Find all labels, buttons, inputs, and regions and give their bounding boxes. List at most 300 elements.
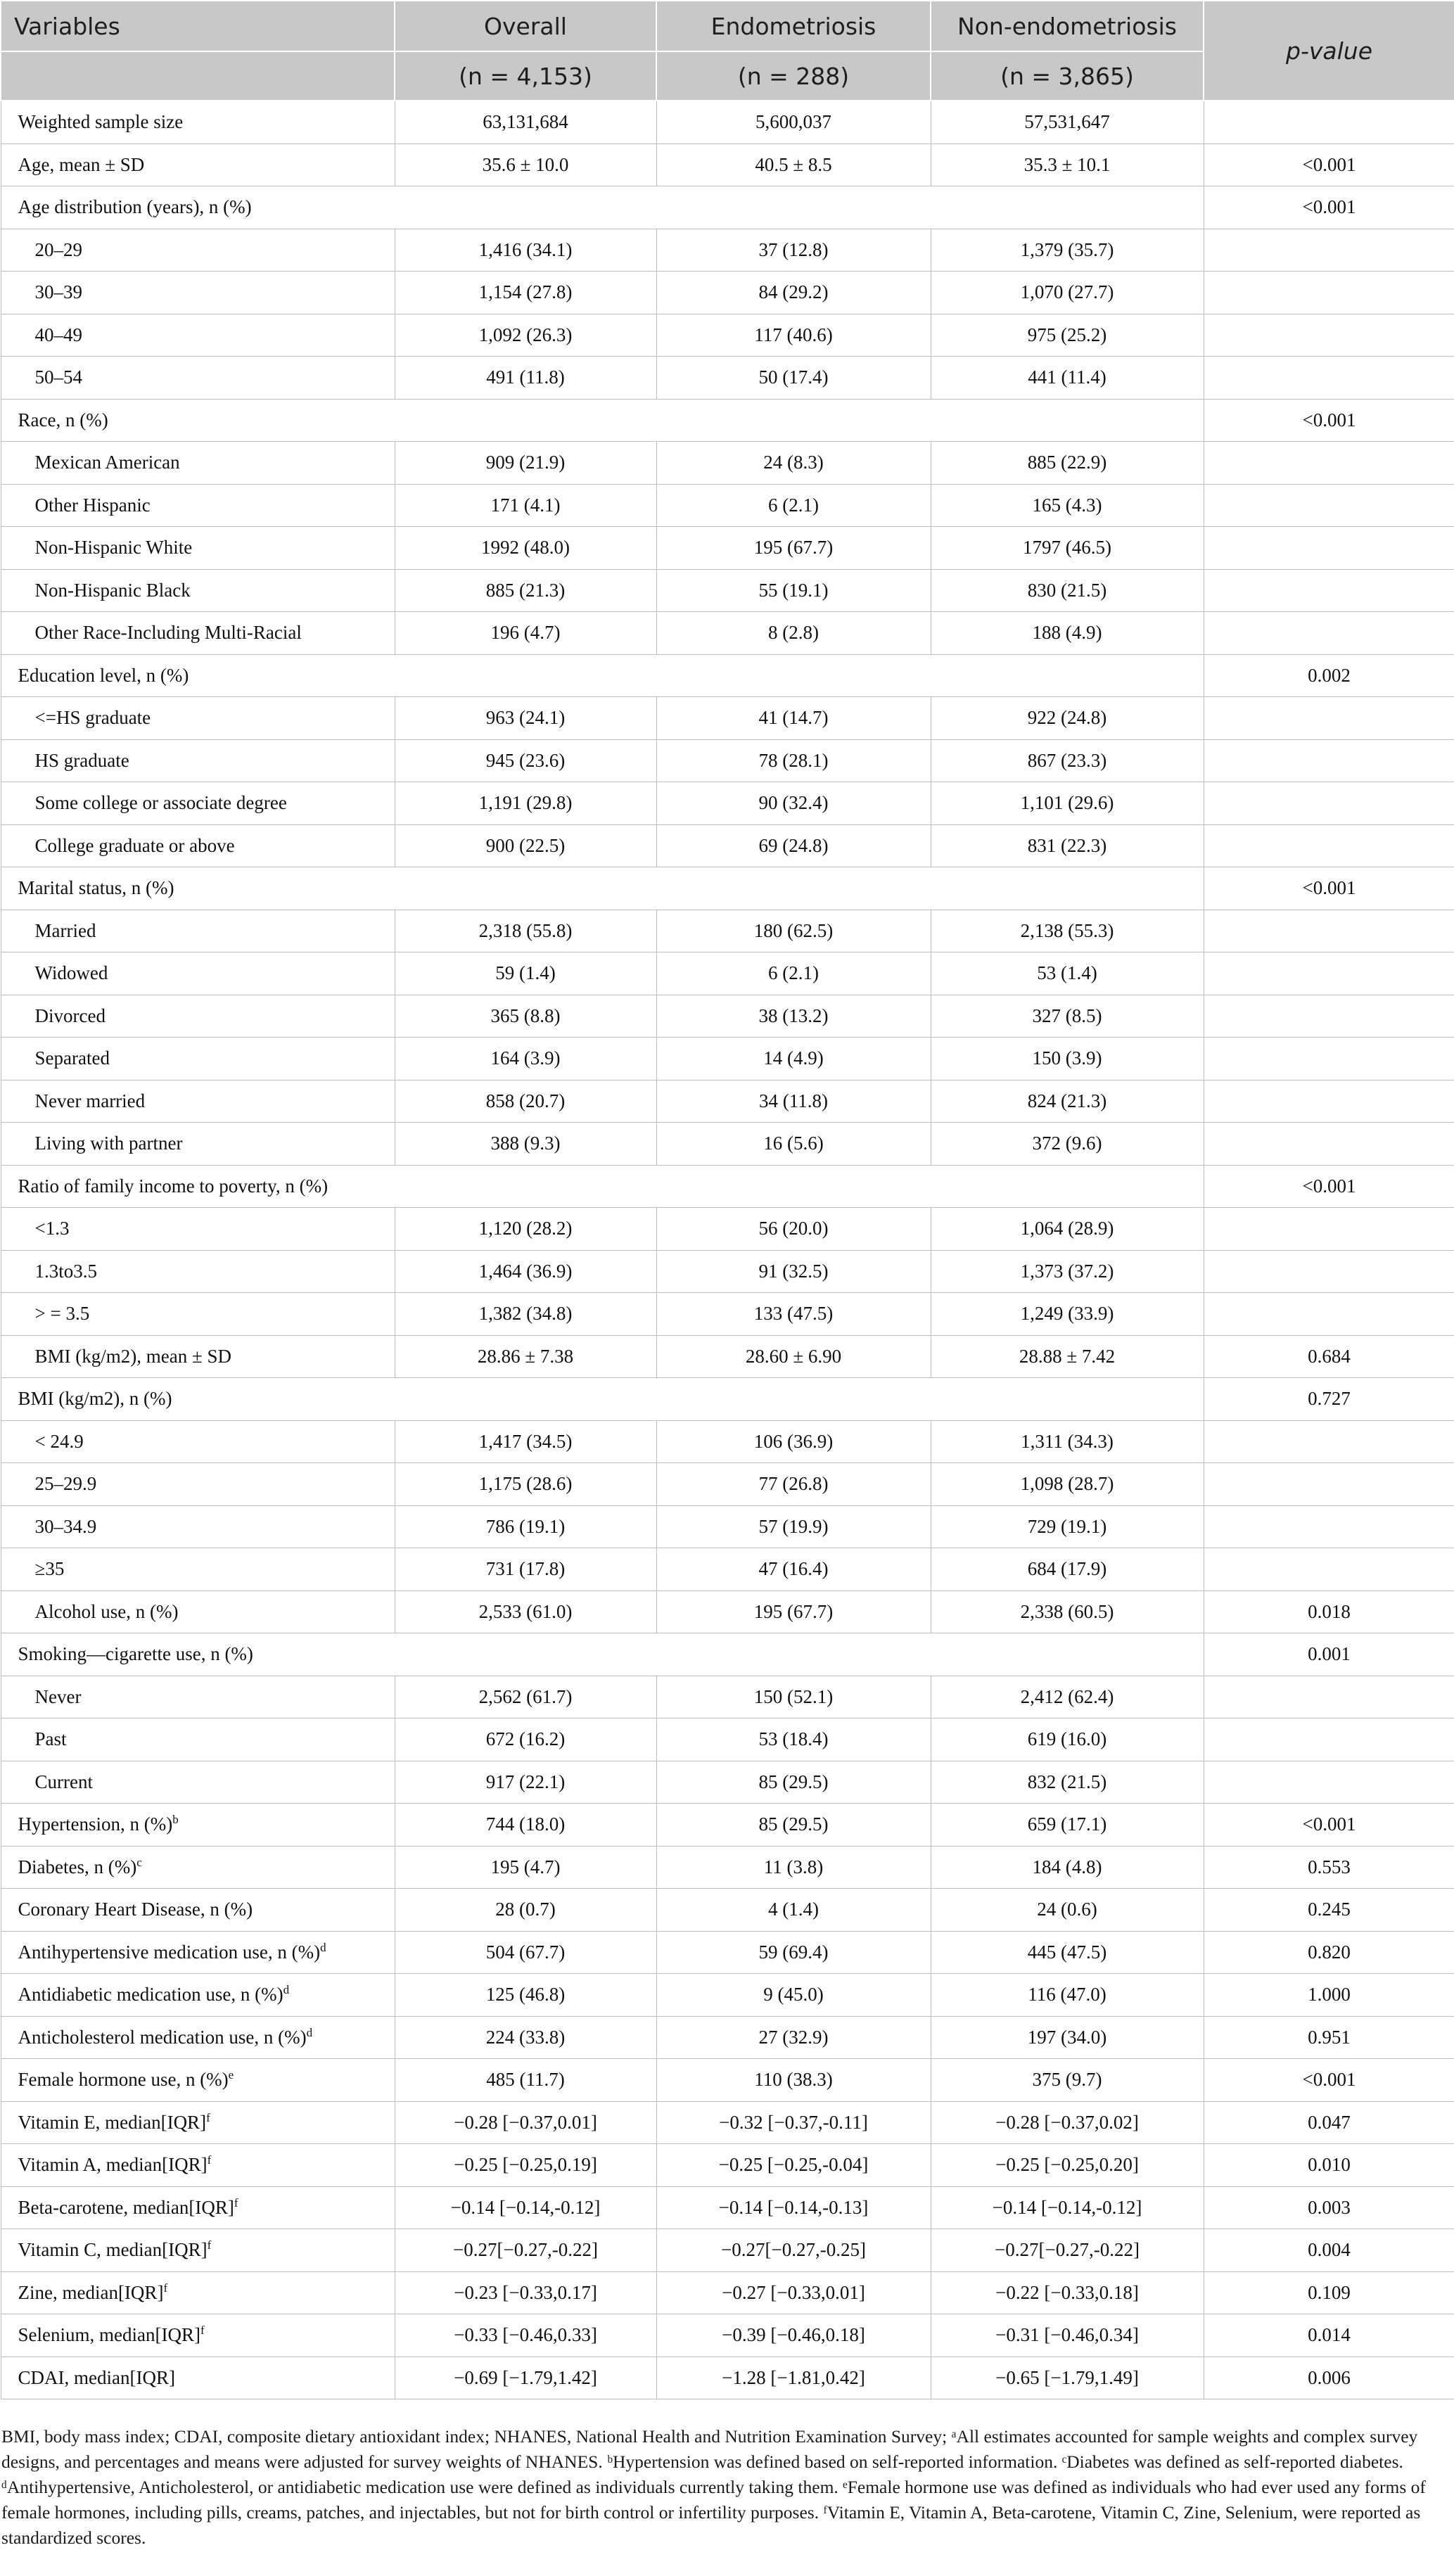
- p-value-cell: [1204, 995, 1454, 1038]
- non-endometriosis-cell: 830 (21.5): [931, 569, 1204, 612]
- overall-cell: 485 (11.7): [395, 2059, 656, 2102]
- variable-cell: [1, 2314, 395, 2357]
- variable-cell: [1, 952, 395, 995]
- overall-cell: 1,464 (36.9): [395, 1250, 656, 1293]
- non-endometriosis-cell: −0.25 [−0.25,0.20]: [931, 2144, 1204, 2187]
- variable-cell: [1, 101, 395, 144]
- endometriosis-cell: 180 (62.5): [656, 910, 931, 952]
- variable-cell: [1, 2144, 395, 2187]
- variable-cell: [1, 442, 395, 485]
- endometriosis-cell: 6 (2.1): [656, 952, 931, 995]
- variable-label: 30–39: [34, 281, 82, 303]
- endometriosis-cell: 28.60 ± 6.90: [656, 1335, 931, 1378]
- variable-cell: [1, 1420, 395, 1463]
- endometriosis-cell: −0.14 [−0.14,-0.13]: [656, 2186, 931, 2229]
- variable-label: 20–29: [34, 238, 82, 260]
- p-value-cell: [1204, 1548, 1454, 1591]
- variable-cell: [1, 1208, 395, 1251]
- variable-label: Separated: [34, 1047, 110, 1069]
- table-row: [1, 101, 1454, 144]
- variable-label: Past: [34, 1728, 67, 1750]
- variable-cell: [1, 1548, 395, 1591]
- table-row: [1, 1208, 1454, 1251]
- endometriosis-cell: 117 (40.6): [656, 314, 931, 357]
- overall-cell: 2,562 (61.7): [395, 1676, 656, 1719]
- endometriosis-cell: 50 (17.4): [656, 357, 931, 400]
- table-row: [1, 739, 1454, 782]
- p-value-cell: [1204, 1463, 1454, 1506]
- variable-label: Other Race-Including Multi-Racial: [34, 622, 302, 644]
- non-endometriosis-cell: 729 (19.1): [931, 1505, 1204, 1548]
- group-label-cell: Race, n (%): [1, 399, 1204, 442]
- header-non-endometriosis: Non-endometriosis: [931, 1, 1204, 51]
- p-value-cell: [1204, 1420, 1454, 1463]
- non-endometriosis-cell: 922 (24.8): [931, 697, 1204, 740]
- variable-cell: [1, 2229, 395, 2272]
- endometriosis-cell: 34 (11.8): [656, 1080, 931, 1123]
- non-endometriosis-cell: 2,138 (55.3): [931, 910, 1204, 952]
- table-row: [1, 2229, 1454, 2272]
- non-endometriosis-cell: 1,064 (28.9): [931, 1208, 1204, 1251]
- table-row: [1, 2357, 1454, 2399]
- non-endometriosis-cell: 619 (16.0): [931, 1719, 1204, 1761]
- table-row: [1, 1931, 1454, 1974]
- variable-cell: [1, 144, 395, 186]
- table-row: [1, 697, 1454, 740]
- overall-cell: 945 (23.6): [395, 739, 656, 782]
- variable-label: BMI (kg/m2), mean ± SD: [34, 1345, 232, 1367]
- p-value-cell: [1204, 739, 1454, 782]
- p-value-cell: 0.951: [1204, 2016, 1454, 2059]
- variable-label: 25–29.9: [34, 1473, 97, 1495]
- p-value-cell: 0.109: [1204, 2271, 1454, 2314]
- variable-cell: [1, 1804, 395, 1847]
- variable-label: Widowed: [34, 962, 108, 984]
- overall-cell: 28.86 ± 7.38: [395, 1335, 656, 1378]
- non-endometriosis-cell: 53 (1.4): [931, 952, 1204, 995]
- endometriosis-cell: 5,600,037: [656, 101, 931, 144]
- overall-cell: 1,191 (29.8): [395, 782, 656, 825]
- non-endometriosis-cell: 975 (25.2): [931, 314, 1204, 357]
- table-row: [1, 2144, 1454, 2187]
- overall-cell: 1,120 (28.2): [395, 1208, 656, 1251]
- variable-cell: [1, 612, 395, 655]
- non-endometriosis-cell: 150 (3.9): [931, 1038, 1204, 1080]
- endometriosis-cell: 37 (12.8): [656, 229, 931, 272]
- p-value-cell: 0.245: [1204, 1889, 1454, 1932]
- p-value-cell: [1204, 569, 1454, 612]
- endometriosis-cell: 24 (8.3): [656, 442, 931, 485]
- footnote-marker: f: [163, 2281, 168, 2295]
- table-row: [1, 1804, 1454, 1847]
- variable-label: <=HS graduate: [34, 707, 151, 729]
- variable-label: Diabetes, n (%): [18, 1856, 137, 1877]
- variable-label: Divorced: [34, 1005, 106, 1026]
- p-value-cell: 0.684: [1204, 1335, 1454, 1378]
- table-group-row: [1, 1633, 1454, 1676]
- table-row: [1, 1038, 1454, 1080]
- table-group-row: [1, 1165, 1454, 1208]
- variable-cell: [1, 739, 395, 782]
- variable-label: Zine, median[IQR]: [18, 2281, 164, 2303]
- table-row: [1, 824, 1454, 867]
- p-value-cell: 0.014: [1204, 2314, 1454, 2357]
- non-endometriosis-cell: 372 (9.6): [931, 1123, 1204, 1166]
- header-p-value: [1204, 1, 1454, 101]
- variable-label: 30–34.9: [34, 1515, 97, 1537]
- overall-cell: 1,417 (34.5): [395, 1420, 656, 1463]
- table-row: [1, 1846, 1454, 1889]
- table-row: [1, 569, 1454, 612]
- non-endometriosis-cell: 116 (47.0): [931, 1974, 1204, 2017]
- overall-cell: 1,382 (34.8): [395, 1293, 656, 1336]
- variable-cell: [1, 1335, 395, 1378]
- p-value-cell: [1204, 484, 1454, 527]
- p-value-cell: [1204, 442, 1454, 485]
- p-value-cell: 0.004: [1204, 2229, 1454, 2272]
- header-variables: Variables: [1, 1, 395, 51]
- variable-label: 1.3to3.5: [34, 1260, 98, 1282]
- overall-cell: −0.27[−0.27,-0.22]: [395, 2229, 656, 2272]
- p-value-cell: [1204, 1250, 1454, 1293]
- p-value-cell: [1204, 910, 1454, 952]
- overall-cell: 672 (16.2): [395, 1719, 656, 1761]
- overall-cell: −0.28 [−0.37,0.01]: [395, 2101, 656, 2144]
- group-label-cell: Marital status, n (%): [1, 867, 1204, 910]
- p-value-cell: [1204, 272, 1454, 314]
- p-value-cell: 0.553: [1204, 1846, 1454, 1889]
- non-endometriosis-cell: 445 (47.5): [931, 1931, 1204, 1974]
- non-endometriosis-cell: 165 (4.3): [931, 484, 1204, 527]
- endometriosis-cell: 59 (69.4): [656, 1931, 931, 1974]
- endometriosis-cell: 85 (29.5): [656, 1804, 931, 1847]
- variable-cell: [1, 1676, 395, 1719]
- header-blank: [1, 51, 395, 101]
- non-endometriosis-cell: 197 (34.0): [931, 2016, 1204, 2059]
- variable-cell: [1, 782, 395, 825]
- variable-cell: [1, 527, 395, 570]
- non-endometriosis-cell: 1,101 (29.6): [931, 782, 1204, 825]
- variable-cell: [1, 1250, 395, 1293]
- p-value-cell: [1204, 1208, 1454, 1251]
- non-endometriosis-cell: −0.27[−0.27,-0.22]: [931, 2229, 1204, 2272]
- non-endometriosis-cell: 885 (22.9): [931, 442, 1204, 485]
- non-endometriosis-cell: 24 (0.6): [931, 1889, 1204, 1932]
- variable-label: Vitamin A, median[IQR]: [18, 2154, 208, 2176]
- table-row: [1, 782, 1454, 825]
- footnote-marker: f: [206, 2110, 210, 2124]
- variable-label: Non-Hispanic White: [34, 537, 193, 559]
- header-n-non-endometriosis: (n = 3,865): [931, 51, 1204, 101]
- non-endometriosis-cell: 57,531,647: [931, 101, 1204, 144]
- table-row: [1, 1761, 1454, 1804]
- overall-cell: 125 (46.8): [395, 1974, 656, 2017]
- variable-label: Age, mean ± SD: [18, 153, 145, 175]
- overall-cell: 195 (4.7): [395, 1846, 656, 1889]
- variable-label: Female hormone use, n (%): [18, 2069, 229, 2091]
- p-value-cell: [1204, 1676, 1454, 1719]
- non-endometriosis-cell: 659 (17.1): [931, 1804, 1204, 1847]
- p-value-cell: <0.001: [1204, 186, 1454, 229]
- table-row: [1, 144, 1454, 186]
- p-value-cell: <0.001: [1204, 867, 1454, 910]
- variable-cell: [1, 697, 395, 740]
- endometriosis-cell: −0.27[−0.27,-0.25]: [656, 2229, 931, 2272]
- overall-cell: −0.23 [−0.33,0.17]: [395, 2271, 656, 2314]
- overall-cell: 1992 (48.0): [395, 527, 656, 570]
- header-n-overall: (n = 4,153): [395, 51, 656, 101]
- p-value-cell: 0.727: [1204, 1378, 1454, 1421]
- non-endometriosis-cell: −0.28 [−0.37,0.02]: [931, 2101, 1204, 2144]
- p-value-cell: 0.002: [1204, 654, 1454, 697]
- variable-cell: [1, 229, 395, 272]
- table-row: [1, 1250, 1454, 1293]
- non-endometriosis-cell: 375 (9.7): [931, 2059, 1204, 2102]
- p-value-cell: 0.820: [1204, 1931, 1454, 1974]
- variable-cell: [1, 2016, 395, 2059]
- variable-label: 40–49: [34, 324, 82, 345]
- footnote-marker: f: [207, 2238, 212, 2252]
- footnote-marker: e: [228, 2068, 234, 2082]
- variable-cell: [1, 314, 395, 357]
- variable-cell: [1, 2186, 395, 2229]
- overall-cell: 909 (21.9): [395, 442, 656, 485]
- variable-cell: [1, 1974, 395, 2017]
- group-label-cell: Age distribution (years), n (%): [1, 186, 1204, 229]
- overall-cell: 1,154 (27.8): [395, 272, 656, 314]
- p-value-cell: [1204, 952, 1454, 995]
- table-row: [1, 527, 1454, 570]
- endometriosis-cell: 106 (36.9): [656, 1420, 931, 1463]
- variable-cell: [1, 1846, 395, 1889]
- variable-label: Weighted sample size: [18, 111, 184, 133]
- overall-cell: 388 (9.3): [395, 1123, 656, 1166]
- endometriosis-cell: 56 (20.0): [656, 1208, 931, 1251]
- overall-cell: 731 (17.8): [395, 1548, 656, 1591]
- table-row: [1, 314, 1454, 357]
- overall-cell: 171 (4.1): [395, 484, 656, 527]
- variable-cell: [1, 272, 395, 314]
- endometriosis-cell: 6 (2.1): [656, 484, 931, 527]
- table-row: [1, 952, 1454, 995]
- group-label-cell: Education level, n (%): [1, 654, 1204, 697]
- variable-cell: [1, 2357, 395, 2399]
- endometriosis-cell: 133 (47.5): [656, 1293, 931, 1336]
- header-n-endometriosis: (n = 288): [656, 51, 931, 101]
- variable-label: Non-Hispanic Black: [34, 579, 191, 601]
- variable-label: Mexican American: [34, 452, 180, 473]
- header-p-value-text: p-value: [1286, 37, 1372, 65]
- non-endometriosis-cell: 2,412 (62.4): [931, 1676, 1204, 1719]
- non-endometriosis-cell: 1,373 (37.2): [931, 1250, 1204, 1293]
- footnote-marker: d: [283, 1983, 290, 1997]
- p-value-cell: [1204, 1080, 1454, 1123]
- p-value-cell: [1204, 527, 1454, 570]
- footnote-marker: f: [234, 2195, 238, 2210]
- overall-cell: 196 (4.7): [395, 612, 656, 655]
- p-value-cell: 0.006: [1204, 2357, 1454, 2399]
- p-value-cell: [1204, 824, 1454, 867]
- p-value-cell: [1204, 314, 1454, 357]
- endometriosis-cell: 84 (29.2): [656, 272, 931, 314]
- endometriosis-cell: 38 (13.2): [656, 995, 931, 1038]
- p-value-cell: <0.001: [1204, 1165, 1454, 1208]
- p-value-cell: 0.018: [1204, 1590, 1454, 1633]
- endometriosis-cell: 57 (19.9): [656, 1505, 931, 1548]
- variable-cell: [1, 2059, 395, 2102]
- table-row: [1, 2101, 1454, 2144]
- variable-cell: [1, 1889, 395, 1932]
- table-row: [1, 1123, 1454, 1166]
- p-value-cell: 0.047: [1204, 2101, 1454, 2144]
- p-value-cell: [1204, 1123, 1454, 1166]
- table-row: [1, 1719, 1454, 1761]
- table-row: [1, 1505, 1454, 1548]
- non-endometriosis-cell: 831 (22.3): [931, 824, 1204, 867]
- table-row: [1, 1676, 1454, 1719]
- table-footnote: BMI, body mass index; CDAI, composite dietary antioxidant index; NHANES, National Health and Nutrition Examination Survey; ᵃAll estimates accounted for sample weights and complex survey designs, and percentages and means were adjusted for survey weights of NHANES. ᵇHypertension was defined based on self-reported information. ᶜDiabetes was defined as self-reported diabetes. ᵈAntihypertensive, Anticholesterol, or antidiabetic medication use were defined as individuals currently taking them. ᵉFemale hormone use was defined as individuals who had ever used any forms of female hormones, including pills, creams, patches, and injectables, but not for birth control or infertility purposes. ᶠVitamin E, Vitamin A, Beta-carotene, Vitamin C, Zine, Selenium, were reported as standardized scores.: [1, 2426, 1426, 2548]
- overall-cell: 35.6 ± 10.0: [395, 144, 656, 186]
- variable-label: Anticholesterol medication use, n (%): [18, 2026, 307, 2048]
- table-group-row: [1, 1378, 1454, 1421]
- non-endometriosis-cell: 441 (11.4): [931, 357, 1204, 400]
- variable-label: 50–54: [34, 366, 82, 388]
- overall-cell: 164 (3.9): [395, 1038, 656, 1080]
- p-value-cell: [1204, 1719, 1454, 1761]
- overall-cell: 1,416 (34.1): [395, 229, 656, 272]
- table-group-row: [1, 867, 1454, 910]
- non-endometriosis-cell: −0.65 [−1.79,1.49]: [931, 2357, 1204, 2399]
- endometriosis-cell: 110 (38.3): [656, 2059, 931, 2102]
- variable-label: Hypertension, n (%): [18, 1813, 173, 1835]
- endometriosis-cell: 77 (26.8): [656, 1463, 931, 1506]
- table-row: [1, 1463, 1454, 1506]
- p-value-cell: [1204, 1505, 1454, 1548]
- endometriosis-cell: 8 (2.8): [656, 612, 931, 655]
- variable-cell: [1, 2101, 395, 2144]
- variable-cell: [1, 1931, 395, 1974]
- endometriosis-cell: −0.25 [−0.25,-0.04]: [656, 2144, 931, 2187]
- overall-cell: 63,131,684: [395, 101, 656, 144]
- overall-cell: 786 (19.1): [395, 1505, 656, 1548]
- endometriosis-cell: 69 (24.8): [656, 824, 931, 867]
- variable-label: Current: [34, 1771, 93, 1792]
- group-label-cell: Ratio of family income to poverty, n (%): [1, 1165, 1204, 1208]
- non-endometriosis-cell: 1,311 (34.3): [931, 1420, 1204, 1463]
- overall-cell: 963 (24.1): [395, 697, 656, 740]
- overall-cell: 1,092 (26.3): [395, 314, 656, 357]
- non-endometriosis-cell: 832 (21.5): [931, 1761, 1204, 1804]
- endometriosis-cell: 16 (5.6): [656, 1123, 931, 1166]
- variable-cell: [1, 995, 395, 1038]
- p-value-cell: 0.003: [1204, 2186, 1454, 2229]
- endometriosis-cell: 90 (32.4): [656, 782, 931, 825]
- table-row: [1, 1590, 1454, 1633]
- p-value-cell: 1.000: [1204, 1974, 1454, 2017]
- footnote-marker: d: [306, 2025, 313, 2039]
- overall-cell: −0.33 [−0.46,0.33]: [395, 2314, 656, 2357]
- table-row: [1, 2271, 1454, 2314]
- footnote-marker: f: [200, 2323, 205, 2338]
- variable-cell: [1, 824, 395, 867]
- variable-label: < 24.9: [34, 1430, 84, 1452]
- overall-cell: 491 (11.8): [395, 357, 656, 400]
- non-endometriosis-cell: −0.14 [−0.14,-0.12]: [931, 2186, 1204, 2229]
- table-header: [1, 1, 1454, 101]
- p-value-cell: [1204, 612, 1454, 655]
- group-label-cell: BMI (kg/m2), n (%): [1, 1378, 1204, 1421]
- table-group-row: [1, 654, 1454, 697]
- table-row: [1, 2016, 1454, 2059]
- variable-label: > = 3.5: [34, 1303, 90, 1325]
- non-endometriosis-cell: 1,379 (35.7): [931, 229, 1204, 272]
- variable-label: CDAI, median[IQR]: [18, 2366, 175, 2388]
- variable-cell: [1, 1038, 395, 1080]
- overall-cell: −0.69 [−1.79,1.42]: [395, 2357, 656, 2399]
- non-endometriosis-cell: 327 (8.5): [931, 995, 1204, 1038]
- non-endometriosis-cell: 1,249 (33.9): [931, 1293, 1204, 1336]
- overall-cell: 917 (22.1): [395, 1761, 656, 1804]
- variable-cell: [1, 1761, 395, 1804]
- table-row: [1, 2314, 1454, 2357]
- footnote-marker: d: [320, 1940, 326, 1954]
- table-group-row: [1, 186, 1454, 229]
- variable-cell: [1, 484, 395, 527]
- overall-cell: −0.25 [−0.25,0.19]: [395, 2144, 656, 2187]
- overall-cell: 858 (20.7): [395, 1080, 656, 1123]
- endometriosis-cell: 9 (45.0): [656, 1974, 931, 2017]
- overall-cell: 2,533 (61.0): [395, 1590, 656, 1633]
- footnote-marker: b: [172, 1813, 179, 1827]
- non-endometriosis-cell: 188 (4.9): [931, 612, 1204, 655]
- variable-label: Never: [34, 1685, 82, 1707]
- variable-cell: [1, 910, 395, 952]
- p-value-cell: [1204, 101, 1454, 144]
- variable-label: Vitamin E, median[IQR]: [18, 2111, 207, 2133]
- variable-label: ≥35: [34, 1558, 65, 1580]
- variable-cell: [1, 1505, 395, 1548]
- endometriosis-cell: 91 (32.5): [656, 1250, 931, 1293]
- p-value-cell: [1204, 1761, 1454, 1804]
- variable-label: <1.3: [34, 1218, 70, 1239]
- variable-label: Some college or associate degree: [34, 792, 287, 814]
- endometriosis-cell: 195 (67.7): [656, 1590, 931, 1633]
- table-body: [1, 101, 1454, 2399]
- endometriosis-cell: 78 (28.1): [656, 739, 931, 782]
- footnote-marker: f: [207, 2153, 212, 2167]
- p-value-cell: [1204, 1038, 1454, 1080]
- endometriosis-cell: −0.32 [−0.37,-0.11]: [656, 2101, 931, 2144]
- p-value-cell: [1204, 229, 1454, 272]
- table-row: [1, 2059, 1454, 2102]
- p-value-cell: <0.001: [1204, 144, 1454, 186]
- endometriosis-cell: −0.27 [−0.33,0.01]: [656, 2271, 931, 2314]
- table-row: [1, 1335, 1454, 1378]
- endometriosis-cell: 11 (3.8): [656, 1846, 931, 1889]
- p-value-cell: [1204, 357, 1454, 400]
- variable-cell: [1, 1590, 395, 1633]
- table-group-row: [1, 399, 1454, 442]
- overall-cell: 885 (21.3): [395, 569, 656, 612]
- overall-cell: 504 (67.7): [395, 1931, 656, 1974]
- table-row: [1, 2186, 1454, 2229]
- table-row: [1, 1974, 1454, 2017]
- overall-cell: 900 (22.5): [395, 824, 656, 867]
- header-overall: Overall: [395, 1, 656, 51]
- table-row: [1, 272, 1454, 314]
- endometriosis-cell: 27 (32.9): [656, 2016, 931, 2059]
- variable-label: Other Hispanic: [34, 494, 151, 516]
